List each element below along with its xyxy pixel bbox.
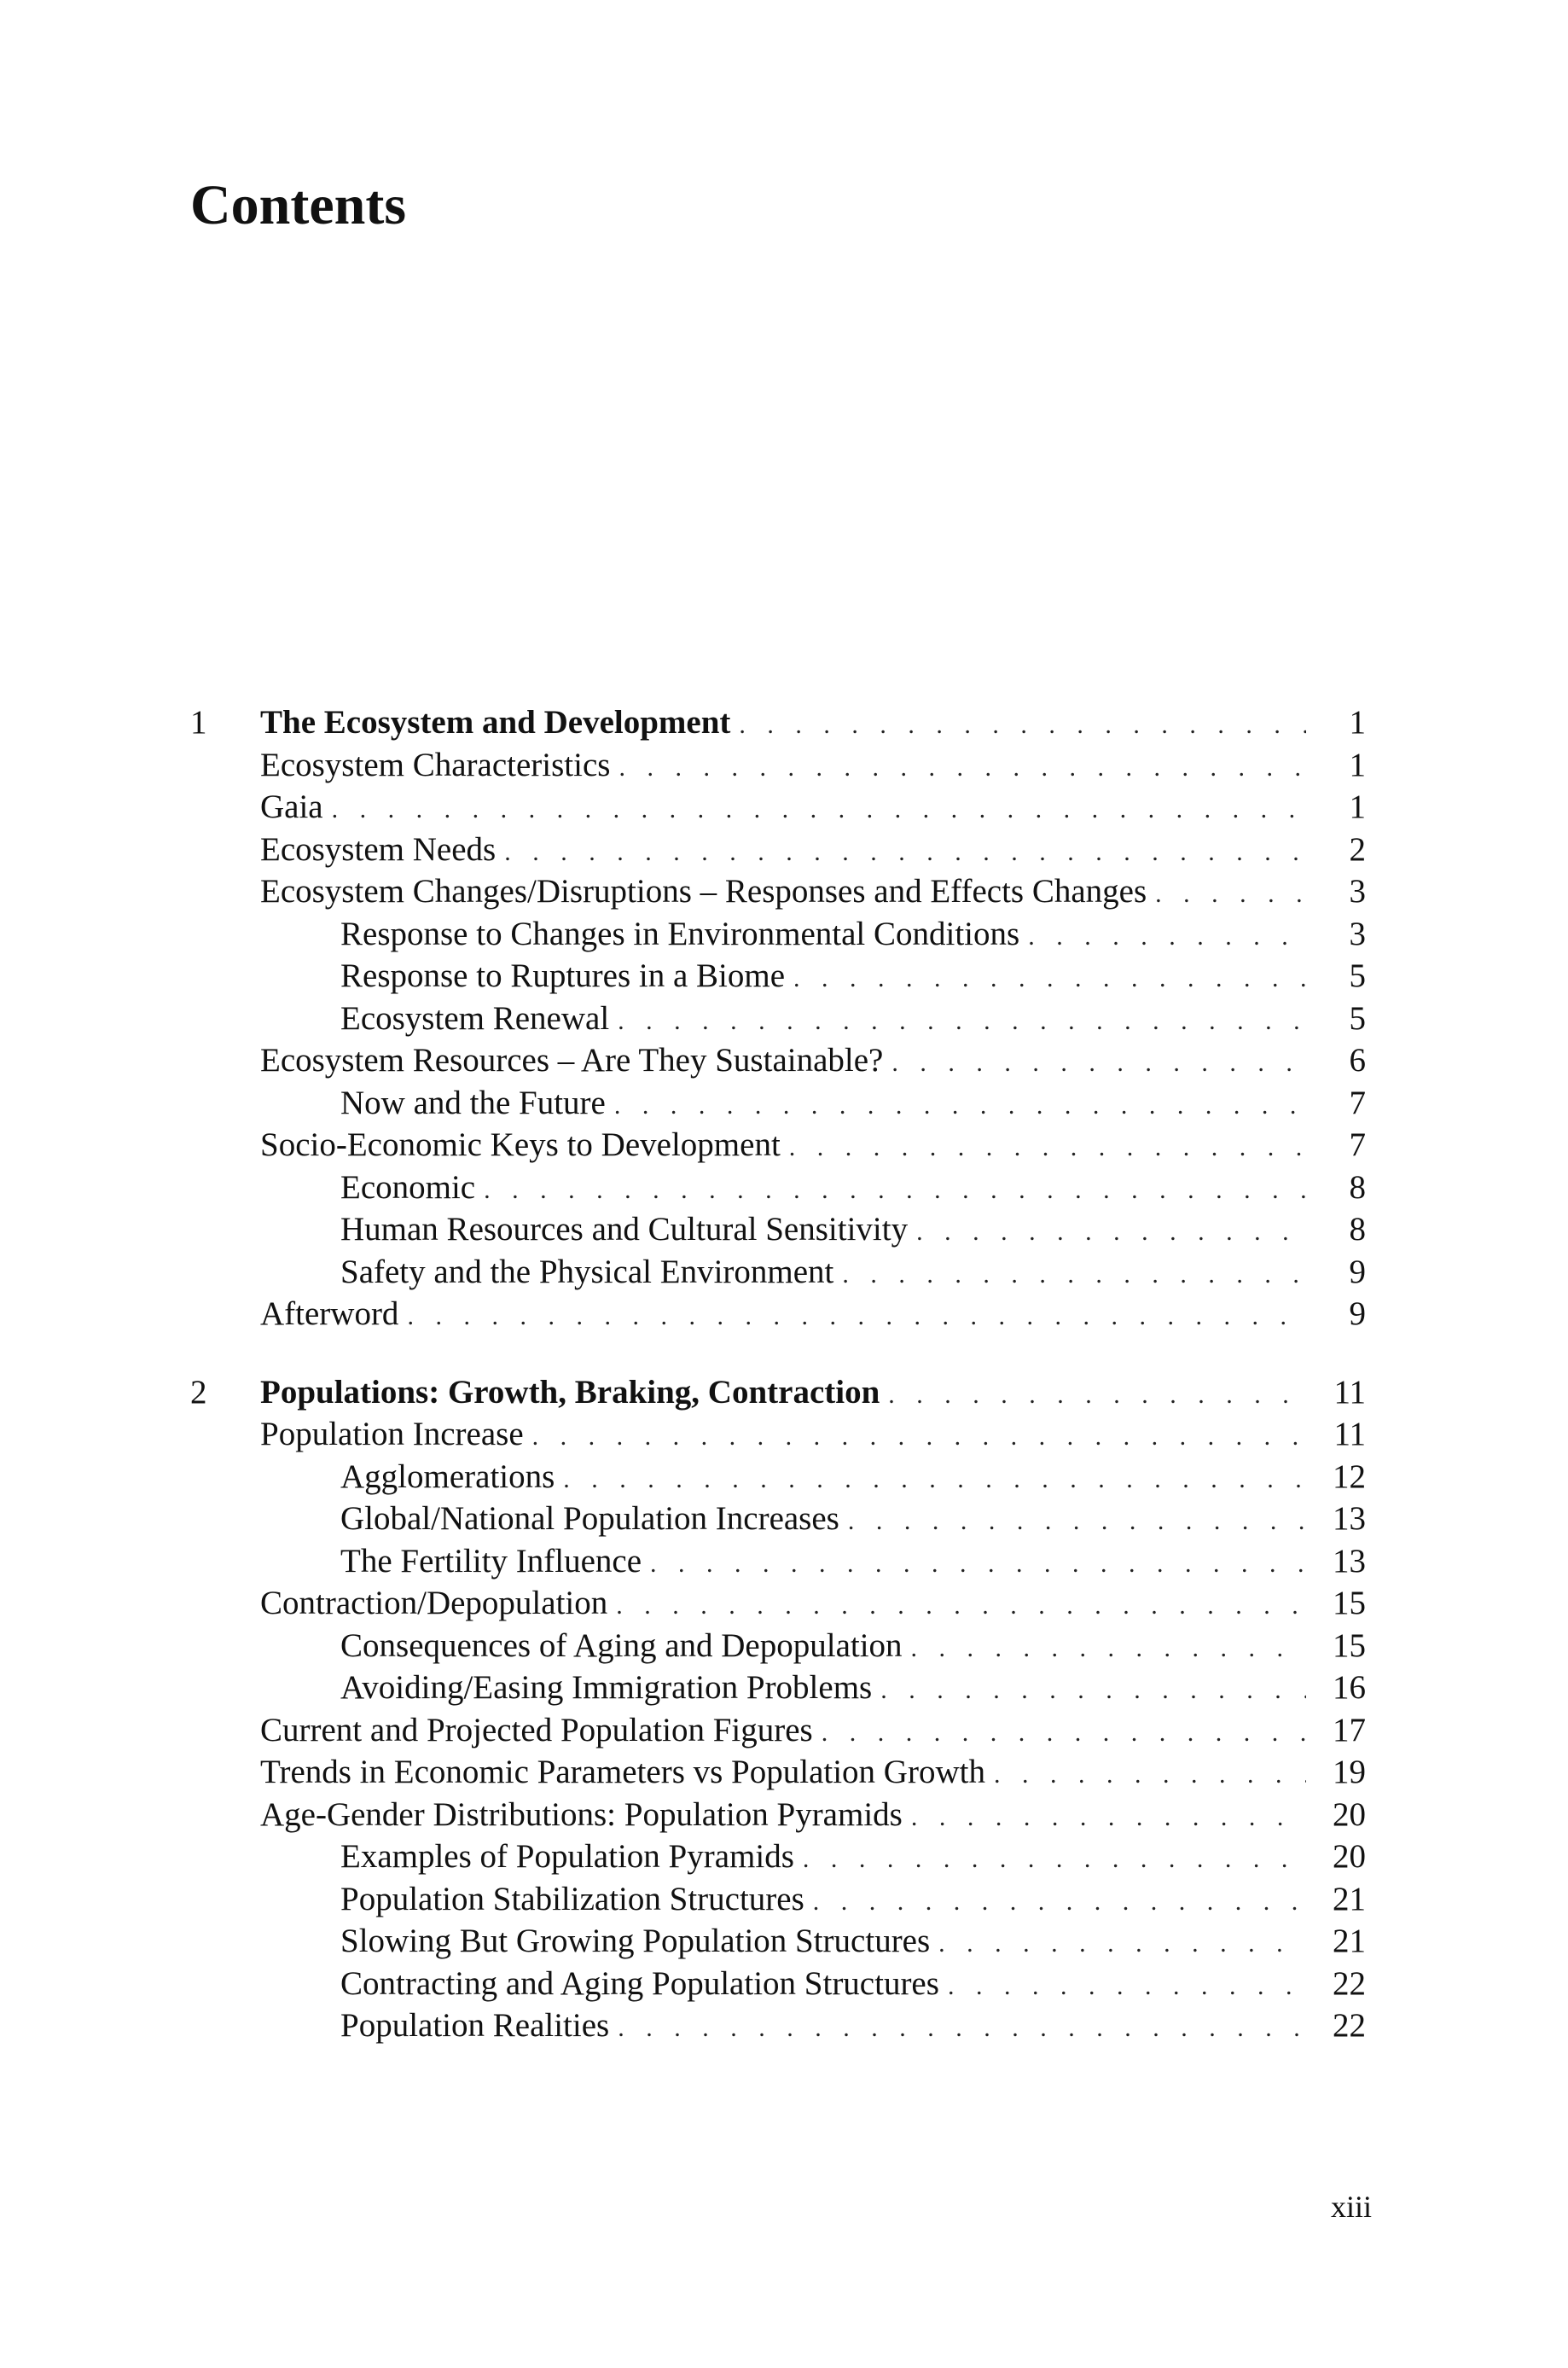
chapter-number: 2 — [190, 1373, 207, 1411]
dot-leader — [938, 1923, 1306, 1965]
toc-entry-row[interactable] — [190, 870, 1366, 913]
dot-leader — [616, 1585, 1306, 1627]
dot-leader — [813, 1881, 1306, 1923]
toc-entry-row[interactable] — [190, 1540, 1366, 1583]
entry-title: Trends in Economic Parameters vs Population Growth — [260, 1754, 985, 1790]
dot-leader — [842, 1254, 1306, 1296]
page-number: 8 — [1349, 1211, 1366, 1248]
entry-title: Human Resources and Cultural Sensitivity — [340, 1211, 909, 1248]
dot-leader — [789, 1126, 1306, 1169]
toc-entry-row[interactable] — [190, 1625, 1366, 1667]
toc-entry-row[interactable] — [190, 1039, 1366, 1082]
toc-entry-row[interactable] — [190, 1082, 1366, 1125]
entry-title: Economic — [340, 1168, 476, 1206]
page-number: 3 — [1349, 873, 1366, 910]
dot-leader — [911, 1627, 1306, 1670]
toc-entry-row[interactable] — [190, 1208, 1366, 1251]
page-number: 19 — [1333, 1754, 1366, 1790]
dot-leader — [618, 2007, 1306, 2050]
entry-title: Examples of Population Pyramids — [340, 1838, 794, 1875]
entry-title: Ecosystem Resources – Are They Sustainable? — [260, 1042, 884, 1079]
toc-entry-row[interactable] — [190, 1836, 1366, 1878]
dot-leader — [848, 1500, 1306, 1543]
dot-leader — [614, 1085, 1306, 1127]
toc-entry-row[interactable] — [190, 1251, 1366, 1294]
page-number: 15 — [1333, 1585, 1366, 1621]
page-number: 7 — [1349, 1126, 1366, 1163]
entry-title: Response to Ruptures in a Biome — [340, 957, 786, 994]
toc-entry-row[interactable] — [190, 1751, 1366, 1794]
entry-title: Afterword — [260, 1295, 399, 1332]
page-number: 22 — [1333, 2007, 1366, 2044]
toc-entry-row[interactable] — [190, 1498, 1366, 1540]
page-number: 16 — [1333, 1669, 1366, 1706]
toc-entry-row[interactable] — [190, 1963, 1366, 2005]
page-number: 21 — [1333, 1923, 1366, 1959]
toc-entry-row[interactable] — [190, 913, 1366, 956]
chapter-title: Populations: Growth, Braking, Contraction — [260, 1373, 880, 1411]
page-number: 2 — [1349, 830, 1366, 868]
toc-chapter-row[interactable] — [190, 701, 1366, 744]
toc-chapter-row[interactable] — [190, 1371, 1366, 1414]
dot-leader — [618, 747, 1306, 789]
dot-leader — [407, 1295, 1306, 1338]
dot-leader — [532, 1416, 1306, 1458]
toc-entry-row[interactable] — [190, 1413, 1366, 1456]
chapter-block-2 — [190, 1371, 1366, 2047]
page-number: 9 — [1349, 1253, 1366, 1290]
toc-entry-row[interactable] — [190, 1709, 1366, 1752]
entry-title: Current and Projected Population Figures — [260, 1711, 813, 1748]
dot-leader — [650, 1543, 1306, 1585]
entry-title: The Fertility Influence — [340, 1542, 642, 1580]
dot-leader — [822, 1712, 1306, 1754]
page-number: 7 — [1349, 1084, 1366, 1121]
entry-title: Avoiding/Easing Immigration Problems — [340, 1669, 873, 1706]
page-number: 1 — [1349, 704, 1366, 741]
dot-leader — [484, 1169, 1306, 1212]
entry-title: Ecosystem Changes/Disruptions – Responses and Effects Changes — [260, 873, 1147, 910]
toc-entry-row[interactable] — [190, 1456, 1366, 1498]
page-number: 11 — [1333, 1373, 1366, 1411]
dot-leader — [916, 1211, 1306, 1254]
dot-leader — [891, 1042, 1306, 1085]
page-number: 11 — [1333, 1416, 1366, 1452]
page-number: 13 — [1333, 1500, 1366, 1537]
toc-entry-row[interactable] — [190, 1582, 1366, 1625]
toc-entry-row[interactable] — [190, 744, 1366, 787]
dot-leader — [739, 704, 1306, 747]
toc-entry-row[interactable] — [190, 1794, 1366, 1836]
page-number: 6 — [1349, 1042, 1366, 1079]
page-number: 12 — [1333, 1457, 1366, 1495]
entry-title: Contracting and Aging Population Structures — [340, 1964, 939, 2002]
entry-title: Safety and the Physical Environment — [340, 1253, 834, 1290]
page-number: 3 — [1349, 915, 1366, 952]
dot-leader — [888, 1374, 1306, 1417]
toc-entry-row[interactable] — [190, 1124, 1366, 1167]
toc-entry-row[interactable] — [190, 1920, 1366, 1963]
page-number: 17 — [1333, 1711, 1366, 1748]
entry-title: Population Stabilization Structures — [340, 1880, 804, 1917]
page-number: 5 — [1349, 999, 1366, 1037]
toc-entry-row[interactable] — [190, 1667, 1366, 1709]
dot-leader — [332, 788, 1306, 831]
toc-entry-row[interactable] — [190, 2004, 1366, 2047]
toc-entry-row[interactable] — [190, 829, 1366, 871]
toc-entry-row[interactable] — [190, 955, 1366, 998]
entry-title: Population Realities — [340, 2007, 610, 2044]
page-title: Contents — [190, 174, 407, 236]
entry-title: Ecosystem Characteristics — [260, 746, 611, 783]
entry-title: Slowing But Growing Population Structures — [340, 1923, 931, 1959]
dot-leader — [911, 1796, 1306, 1839]
dot-leader — [1155, 873, 1306, 916]
dot-leader — [803, 1838, 1306, 1881]
entry-title: Agglomerations — [340, 1457, 555, 1495]
page-number: 20 — [1333, 1838, 1366, 1875]
dot-leader — [880, 1669, 1306, 1712]
dot-leader — [994, 1754, 1306, 1796]
page-number: 20 — [1333, 1795, 1366, 1833]
chapter-block-1 — [190, 701, 1366, 1335]
page-number: 15 — [1333, 1626, 1366, 1664]
toc-entry-row[interactable] — [190, 1293, 1366, 1335]
entry-title: Response to Changes in Environmental Conditions — [340, 915, 1020, 952]
dot-leader — [504, 831, 1306, 874]
page-number: 13 — [1333, 1542, 1366, 1580]
page-number: 21 — [1333, 1880, 1366, 1917]
dot-leader — [563, 1458, 1306, 1501]
entry-title: Consequences of Aging and Depopulation — [340, 1626, 903, 1664]
page-number: 1 — [1349, 788, 1366, 825]
page-number: 22 — [1333, 1964, 1366, 2002]
page-number: 8 — [1349, 1168, 1366, 1206]
page-number: 9 — [1349, 1295, 1366, 1332]
toc-entry-row[interactable] — [190, 786, 1366, 829]
page-number: 1 — [1349, 746, 1366, 783]
entry-title: Now and the Future — [340, 1084, 606, 1121]
chapter-number: 1 — [190, 704, 207, 741]
table-of-contents — [190, 701, 1366, 2083]
entry-title: Ecosystem Needs — [260, 830, 497, 868]
dot-leader — [793, 957, 1306, 1000]
entry-title: Global/National Population Increases — [340, 1500, 839, 1537]
entry-title: Gaia — [260, 788, 323, 825]
toc-entry-row[interactable] — [190, 1167, 1366, 1209]
toc-entry-row[interactable] — [190, 1878, 1366, 1921]
entry-title: Age-Gender Distributions: Population Pyramids — [260, 1795, 903, 1833]
page-folio: xiii — [1331, 2190, 1373, 2224]
chapter-title: The Ecosystem and Development — [260, 704, 731, 741]
entry-title: Population Increase — [260, 1416, 524, 1452]
dot-leader — [948, 1965, 1306, 2008]
entry-title: Socio-Economic Keys to Development — [260, 1126, 781, 1163]
page-number: 5 — [1349, 957, 1366, 994]
dot-leader — [618, 1000, 1306, 1043]
entry-title: Ecosystem Renewal — [340, 999, 610, 1037]
entry-title: Contraction/Depopulation — [260, 1585, 608, 1621]
dot-leader — [1028, 916, 1306, 958]
toc-entry-row[interactable] — [190, 998, 1366, 1040]
